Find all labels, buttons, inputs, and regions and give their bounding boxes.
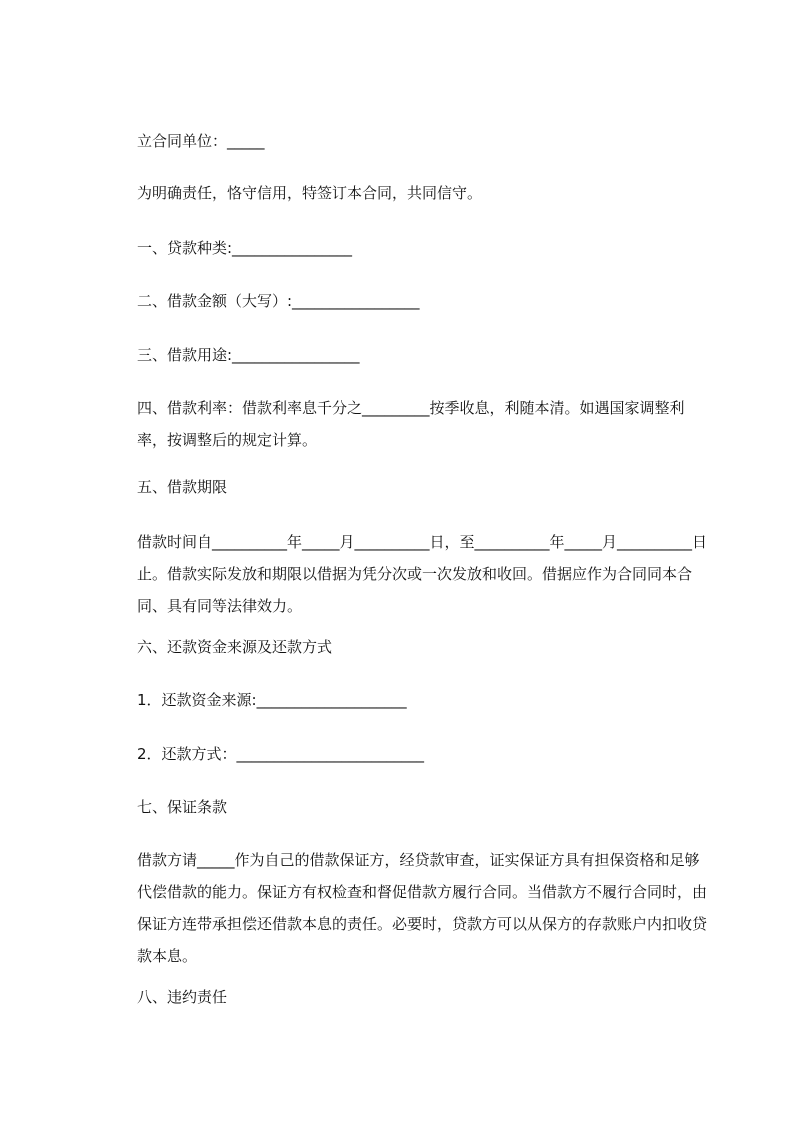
clause-term-heading: 五、借款期限 <box>137 478 228 496</box>
clause-interest-rate: 四、借款利率：借款利率息千分之_________按季收息，利随本清。如遇国家调整利率，按调整后的规定计算。 <box>137 399 685 449</box>
party-line: 立合同单位：_____ <box>137 132 265 150</box>
repayment-source: 1．还款资金来源:____________________ <box>137 691 407 709</box>
clause-guarantee-heading: 七、保证条款 <box>137 798 228 816</box>
clause-loan-amount: 二、借款金额（大写）:_________________ <box>137 292 420 310</box>
clause-loan-type: 一、贷款种类:________________ <box>137 239 353 257</box>
repayment-method: 2．还款方式：_________________________ <box>137 745 425 763</box>
clause-loan-purpose: 三、借款用途:_________________ <box>137 346 360 364</box>
clause-repayment-heading: 六、还款资金来源及还款方式 <box>137 638 333 656</box>
clause-liability-heading: 八、违约责任 <box>137 988 228 1006</box>
preamble: 为明确责任，恪守信用，特签订本合同，共同信守。 <box>137 184 483 202</box>
clause-guarantee-body: 借款方请_____作为自己的借款保证方，经贷款审查，证实保证方具有担保资格和足够代偿借款的能力。保证方有权检查和督促借款方履行合同。当借款方不履行合同时，由保证方连带承担偿还借款本息的责任。必要时，贷款方可以从保方的存款账户内扣收贷款本息。 <box>137 851 708 965</box>
clause-term-body: 借款时间自__________年_____月__________日，至__________年_____月__________日止。借款实际发放和期限以借据为凭分次或一次发放和收回。借据应作为合同同本合同、具有同等法律效力。 <box>137 533 708 615</box>
